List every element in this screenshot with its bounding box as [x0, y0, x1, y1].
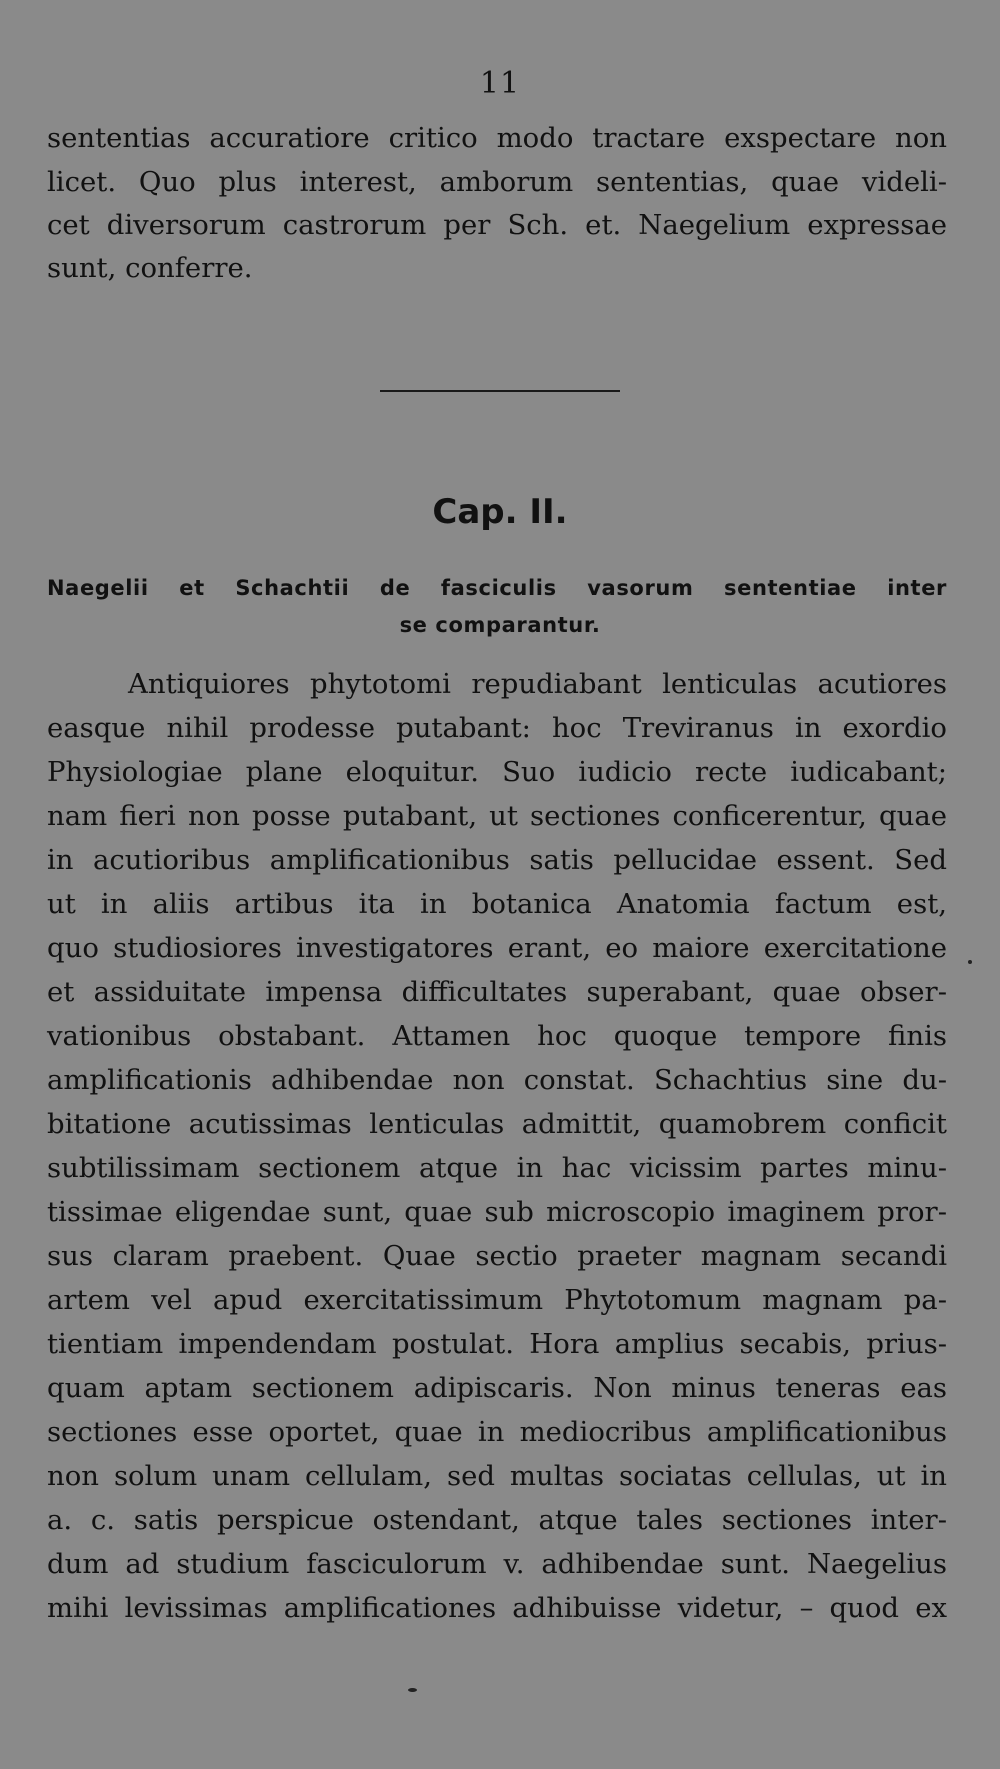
scan-speck [968, 960, 972, 964]
page-number: 11 [479, 66, 521, 101]
body-line: vationibus obstabant. Attamen hoc quoque tempore finis [47, 1020, 947, 1052]
scan-speck [408, 1688, 417, 1692]
body-line: non solum unam cellulam, sed multas sociatas cellulas, ut in [47, 1460, 947, 1492]
body-line: artem vel apud exercitatissimum Phytotomum magnam pa- [47, 1284, 947, 1316]
body-line: Physiologiae plane eloquitur. Suo iudicio recte iudicabant; [47, 756, 947, 788]
body-line: amplificationis adhibendae non constat. Schachtius sine du- [47, 1064, 947, 1096]
intro-line: cet diversorum castrorum per Sch. et. Naegelium expressae [47, 209, 947, 241]
body-line: ut in aliis artibus ita in botanica Anatomia factum est, [47, 888, 947, 920]
body-line: quam aptam sectionem adipiscaris. Non minus teneras eas [47, 1372, 947, 1404]
body-line: tissimae eligendae sunt, quae sub microscopio imaginem pror- [47, 1196, 947, 1228]
body-line: bitatione acutissimas lenticulas admittit, quamobrem conficit [47, 1108, 947, 1140]
body-line: in acutioribus amplificationibus satis pellucidae essent. Sed [47, 844, 947, 876]
body-line: sectiones esse oportet, quae in mediocribus amplificationibus [47, 1416, 947, 1448]
body-line: sus claram praebent. Quae sectio praeter magnam secandi [47, 1240, 947, 1272]
chapter-subtitle-line: se comparantur. [399, 613, 601, 637]
intro-line: sententias accuratiore critico modo tractare exspectare non [47, 122, 947, 154]
body-line: tientiam impendendam postulat. Hora amplius secabis, prius- [47, 1328, 947, 1360]
chapter-heading: Cap. II. [432, 492, 568, 532]
body-line: mihi levissimas amplificationes adhibuisse videtur, – quod ex [47, 1592, 947, 1624]
body-line: dum ad studium fasciculorum v. adhibendae sunt. Naegelius [47, 1548, 947, 1580]
body-line: a. c. satis perspicue ostendant, atque tales sectiones inter- [47, 1504, 947, 1536]
body-line: subtilissimam sectionem atque in hac vicissim partes minu- [47, 1152, 947, 1184]
intro-line: sunt, conferre. [47, 252, 253, 284]
chapter-subtitle-line: Naegelii et Schachtii de fasciculis vasorum sententiae inter [47, 576, 947, 600]
section-divider [380, 390, 620, 392]
body-line: Antiquiores phytotomi repudiabant lenticulas acutiores [128, 668, 947, 700]
body-line: easque nihil prodesse putabant: hoc Treviranus in exordio [47, 712, 947, 744]
intro-line: licet. Quo plus interest, amborum sententias, quae videli- [47, 166, 947, 198]
body-line: et assiduitate impensa difficultates superabant, quae obser- [47, 976, 947, 1008]
body-line: quo studiosiores investigatores erant, eo maiore exercitatione [47, 932, 947, 964]
body-line: nam fieri non posse putabant, ut sectiones conficerentur, quae [47, 800, 947, 832]
